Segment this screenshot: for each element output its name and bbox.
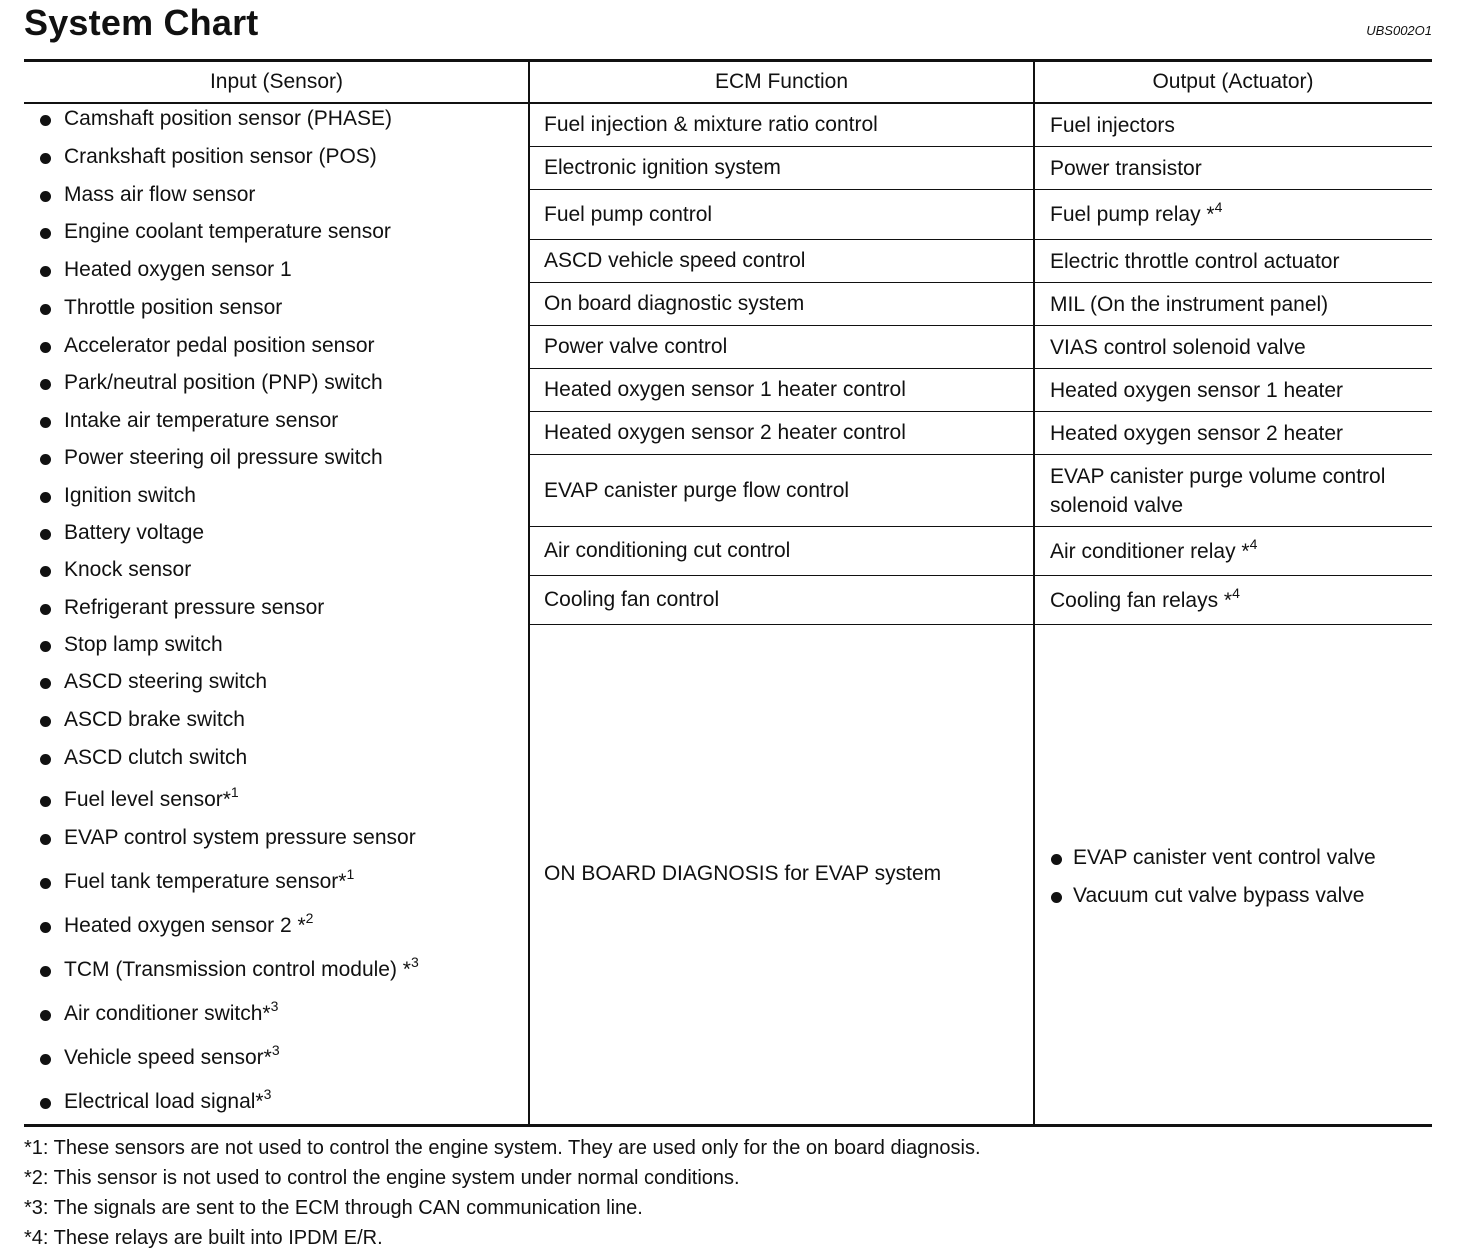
- bullet-icon: [40, 153, 51, 164]
- item-text: Heated oxygen sensor 2 *: [64, 914, 306, 937]
- input-sensor-item: [38, 144, 518, 182]
- bullet-icon: [40, 1010, 51, 1021]
- bullet-icon: [1051, 854, 1062, 865]
- bullet-icon: [40, 266, 51, 277]
- item-text: Stop lamp switch: [64, 633, 223, 656]
- bullet-icon: [40, 417, 51, 428]
- item-text: Park/neutral position (PNP) switch: [64, 371, 383, 394]
- input-sensor-item: [38, 1086, 518, 1133]
- function-output-rows: [529, 104, 1432, 625]
- output-actuator-cell: [1034, 147, 1432, 189]
- footnote-marker: 3: [263, 1086, 272, 1102]
- ecm-function-cell: Heated oxygen sensor 1 heater control: [544, 378, 906, 401]
- item-text: Knock sensor: [64, 558, 192, 581]
- footnote-marker: 3: [270, 998, 279, 1014]
- item-text: Heated oxygen sensor 2 heater: [1050, 421, 1344, 445]
- bullet-icon: [1051, 892, 1062, 903]
- footnote: *2: This sensor is not used to control the engine system under normal conditions.: [24, 1167, 740, 1189]
- input-sensor-item: [38, 825, 518, 869]
- item-text: Engine coolant temperature sensor: [64, 220, 391, 243]
- ecm-function-cell: On board diagnostic system: [544, 292, 805, 315]
- ecm-function-cell: Electronic ignition system: [544, 156, 781, 179]
- input-sensor-item: [38, 595, 518, 632]
- bullet-icon: [40, 342, 51, 353]
- table-row: [529, 527, 1432, 576]
- input-sensor-item: [38, 257, 518, 295]
- table-row: [529, 104, 1432, 147]
- output-actuator-cell: [1034, 326, 1432, 368]
- input-sensor-item: [38, 370, 518, 408]
- input-sensor-item: [38, 632, 518, 669]
- bullet-icon: [40, 922, 51, 933]
- item-text: Fuel injectors: [1050, 113, 1175, 137]
- input-sensor-item: [38, 954, 518, 1001]
- bullet-icon: [40, 454, 51, 465]
- item-text: EVAP control system pressure sensor: [64, 826, 416, 849]
- output-text-wrap: [1050, 111, 1175, 140]
- item-text: Power transistor: [1050, 156, 1202, 180]
- ecm-function-cell: Air conditioning cut control: [544, 539, 791, 562]
- input-sensor-item: [38, 707, 518, 745]
- output-text-wrap: [1050, 376, 1343, 405]
- table-row: [529, 369, 1432, 412]
- item-text: Refrigerant pressure sensor: [64, 596, 325, 619]
- footnote-marker: 1: [346, 866, 355, 882]
- item-text: Power steering oil pressure switch: [64, 446, 383, 469]
- output-text-wrap: [1050, 462, 1432, 520]
- evap-output-item: [1049, 883, 1376, 921]
- output-actuator-cell: [1034, 455, 1432, 526]
- item-text: Crankshaft position sensor (POS): [64, 145, 377, 168]
- input-sensor-item: [38, 106, 518, 144]
- input-sensor-item: [38, 295, 518, 333]
- table-row: [529, 240, 1432, 283]
- footnote-marker: 1: [230, 784, 239, 800]
- item-text: EVAP canister vent control valve: [1073, 846, 1376, 869]
- ecm-function-cell: Cooling fan control: [544, 588, 720, 611]
- item-text: Vacuum cut valve bypass valve: [1073, 884, 1365, 907]
- input-sensor-item: [38, 557, 518, 595]
- footnotes: [24, 1133, 981, 1253]
- evap-output-item: [1049, 845, 1376, 883]
- page-title: System Chart: [24, 2, 259, 43]
- output-actuator-cell: [1034, 412, 1432, 454]
- bullet-icon: [40, 754, 51, 765]
- item-text: Heated oxygen sensor 1 heater: [1050, 378, 1344, 402]
- ecm-function-cell: Heated oxygen sensor 2 heater control: [544, 421, 906, 444]
- input-sensor-item: [38, 182, 518, 219]
- bullet-icon: [40, 641, 51, 652]
- item-text: TCM (Transmission control module) *: [64, 958, 411, 981]
- item-text: Camshaft position sensor (PHASE): [64, 107, 392, 130]
- bullet-icon: [40, 228, 51, 239]
- item-text: Cooling fan relays *: [1050, 588, 1233, 612]
- system-chart-table: [24, 59, 1432, 1127]
- input-sensor-item: [38, 866, 518, 913]
- ecm-function-cell: Fuel pump control: [544, 202, 713, 226]
- input-sensor-item: [38, 998, 518, 1045]
- bullet-icon: [40, 678, 51, 689]
- item-text: Battery voltage: [64, 521, 205, 544]
- item-text: Fuel tank temperature sensor*: [64, 870, 347, 893]
- output-text-wrap: [1050, 247, 1339, 276]
- evap-output-list: [1049, 845, 1376, 921]
- item-text: Intake air temperature sensor: [64, 409, 339, 432]
- item-text: Throttle position sensor: [64, 296, 283, 319]
- document-code: UBS002O1: [1366, 23, 1432, 38]
- input-sensor-item: [38, 408, 518, 445]
- item-text: MIL (On the instrument panel): [1050, 292, 1329, 316]
- bullet-icon: [40, 529, 51, 540]
- item-text: ASCD brake switch: [64, 708, 245, 731]
- ecm-function-cell: ASCD vehicle speed control: [544, 249, 806, 272]
- input-sensor-item: [38, 520, 518, 557]
- item-text: Accelerator pedal position sensor: [64, 334, 375, 357]
- output-actuator-cell: [1034, 240, 1432, 282]
- item-text: EVAP canister purge volume control solenoid valve: [1050, 464, 1386, 517]
- output-text-wrap: [1050, 200, 1222, 229]
- output-text-wrap: [1050, 537, 1257, 566]
- bullet-icon: [40, 191, 51, 202]
- bullet-icon: [40, 604, 51, 615]
- bullet-icon: [40, 834, 51, 845]
- ecm-function-cell: Power valve control: [544, 335, 728, 358]
- input-sensor-item: [38, 745, 518, 787]
- ecm-function-cell: EVAP canister purge flow control: [544, 478, 850, 502]
- input-sensor-item: [38, 445, 518, 483]
- input-sensor-item: [38, 483, 518, 520]
- bullet-icon: [40, 716, 51, 727]
- output-actuator-cell: [1034, 369, 1432, 411]
- bullet-icon: [40, 878, 51, 889]
- input-sensor-item: [38, 910, 518, 957]
- table-row: [529, 283, 1432, 326]
- input-sensor-list: [38, 106, 518, 1133]
- output-actuator-cell: [1034, 576, 1432, 624]
- input-sensor-item: [38, 219, 518, 257]
- item-text: VIAS control solenoid valve: [1050, 335, 1306, 359]
- bullet-icon: [40, 966, 51, 977]
- item-text: Fuel pump relay *: [1050, 203, 1215, 226]
- footnote-marker: 3: [410, 954, 419, 970]
- footnote-marker: 4: [1232, 584, 1240, 601]
- item-text: Vehicle speed sensor*: [64, 1046, 272, 1069]
- output-text-wrap: [1050, 586, 1240, 615]
- bullet-icon: [40, 379, 51, 390]
- footnote: *4: These relays are built into IPDM E/R.: [24, 1227, 383, 1249]
- input-sensor-item: [38, 1042, 518, 1089]
- bullet-icon: [40, 566, 51, 577]
- item-text: Mass air flow sensor: [64, 183, 256, 206]
- output-actuator-cell: [1034, 527, 1432, 575]
- item-text: Heated oxygen sensor 1: [64, 258, 292, 281]
- table-row: [529, 190, 1432, 240]
- footnote: *3: The signals are sent to the ECM through CAN communication line.: [24, 1197, 643, 1219]
- bullet-icon: [40, 115, 51, 126]
- item-text: Electrical load signal*: [64, 1090, 264, 1113]
- output-text-wrap: [1050, 419, 1343, 448]
- header-ecm-function: ECM Function: [529, 62, 1034, 104]
- table-row: [529, 455, 1432, 527]
- table-row: [529, 412, 1432, 455]
- bullet-icon: [40, 1054, 51, 1065]
- footnote: *1: These sensors are not used to control the engine system. They are used only for the on board diagnosis.: [24, 1137, 981, 1159]
- output-actuator-cell: [1034, 104, 1432, 146]
- table-row: [529, 576, 1432, 625]
- output-text-wrap: [1050, 290, 1328, 319]
- header-output: Output (Actuator): [1034, 62, 1432, 104]
- table-row: [529, 326, 1432, 369]
- item-text: ASCD clutch switch: [64, 746, 248, 769]
- item-text: Air conditioner switch*: [64, 1002, 271, 1025]
- bullet-icon: [40, 796, 51, 807]
- item-text: Ignition switch: [64, 484, 196, 507]
- header-input: Input (Sensor): [24, 62, 529, 104]
- output-text-wrap: [1050, 333, 1306, 362]
- table-row: [529, 147, 1432, 190]
- input-sensor-item: [38, 784, 518, 825]
- footnote-marker: 2: [305, 910, 314, 926]
- footnote-marker: 3: [271, 1042, 280, 1058]
- item-text: ASCD steering switch: [64, 670, 268, 693]
- item-text: Fuel level sensor*: [64, 788, 231, 811]
- input-sensor-item: [38, 669, 518, 707]
- evap-diagnosis-function: ON BOARD DIAGNOSIS for EVAP system: [544, 862, 942, 885]
- footnote-marker: 4: [1249, 535, 1258, 552]
- output-actuator-cell: [1034, 190, 1432, 239]
- footnote-marker: 4: [1214, 199, 1223, 215]
- ecm-function-cell: Fuel injection & mixture ratio control: [544, 113, 878, 136]
- bullet-icon: [40, 1098, 51, 1109]
- output-text-wrap: [1050, 154, 1202, 183]
- item-text: Air conditioner relay *: [1050, 539, 1250, 563]
- output-actuator-cell: [1034, 283, 1432, 325]
- item-text: Electric throttle control actuator: [1050, 249, 1340, 273]
- bullet-icon: [40, 492, 51, 503]
- bullet-icon: [40, 304, 51, 315]
- input-sensor-item: [38, 333, 518, 370]
